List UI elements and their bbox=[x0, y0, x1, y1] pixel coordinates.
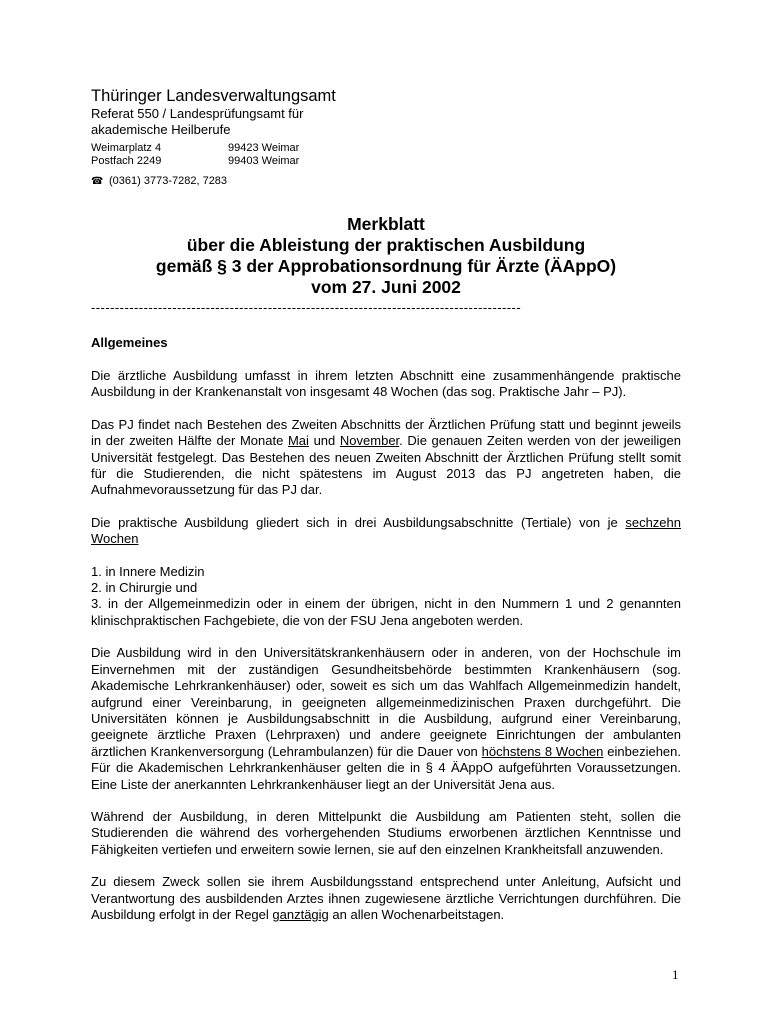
paragraph-3: Die praktische Ausbildung gliedert sich in drei Ausbildungsabschnitte (Tertiale) von je sechzehn Wochen bbox=[91, 514, 681, 547]
tertiale-list bbox=[91, 564, 681, 630]
street-address: Weimarplatz 4 bbox=[91, 142, 162, 154]
phone-number: (0361) 3773-7282, 7283 bbox=[109, 175, 228, 187]
underlined-sechzehn-wochen: sechzehn Wochen bbox=[91, 514, 681, 547]
list-item: 3. in der Allgemeinmedizin oder in einem der übrigen, nicht in den Nummern 1 und 2 genannten klinischpraktischen Fachgebiete, die von der FSU Jena angeboten werden. bbox=[91, 596, 681, 628]
street-postcode-city: 99423 Weimar bbox=[228, 142, 300, 154]
underlined-ganztaegig: ganztägig bbox=[272, 906, 329, 922]
underlined-november: November bbox=[339, 433, 400, 449]
address-block bbox=[91, 142, 681, 168]
document-page bbox=[91, 86, 681, 923]
list-item: 2. in Chirurgie und bbox=[91, 580, 198, 596]
telephone-icon: ☎ bbox=[91, 176, 104, 187]
title-line-3: gemäß § 3 der Approbationsordnung für Ärzte (ÄAppO) bbox=[155, 256, 617, 276]
paragraph-6: Zu diesem Zweck sollen sie ihrem Ausbildungsstand entsprechend unter Anleitung, Aufsicht und Verantwortung des ausbildenden Arztes ihnen zugewiesene ärztliche Verrichtungen durchführen. Die Ausbildung erfolgt in der Regel ganztägig an allen Wochenarbeitstagen. bbox=[91, 874, 681, 922]
phone-line bbox=[91, 175, 681, 188]
org-name: Thüringer Landesverwaltungsamt bbox=[91, 87, 336, 105]
section-heading: Allgemeines bbox=[91, 335, 168, 350]
underlined-hoechstens-8-wochen: höchstens 8 Wochen bbox=[481, 743, 604, 759]
underlined-mai: Mai bbox=[287, 433, 309, 449]
org-department: Referat 550 / Landesprüfungsamt für bbox=[91, 106, 304, 121]
pobox-postcode-city: 99403 Weimar bbox=[228, 155, 300, 167]
title-line-4: vom 27. Juni 2002 bbox=[311, 277, 461, 297]
title-line-1: Merkblatt bbox=[347, 214, 425, 234]
document-title bbox=[91, 214, 681, 298]
paragraph-4: Die Ausbildung wird in den Universitätskrankenhäusern oder in anderen, von der Hochschule im Einvernehmen mit der zuständigen Gesundheitsbehörde bestimmten Krankenhäusern (sog. Akademische Lehrkrankenhäuser) oder, soweit es sich um das Wahlfach Allgemeinmedizin handelt, aufgrund einer Vereinbarung, in geeigneten allgemeinmedizinischen Praxen durchgeführt. Die Universitäten können je Ausbildungsabschnitt in die Ausbildung, aufgrund einer Vereinbarung, geeignete ärztliche Praxen (Lehrpraxen) und andere geeignete Einrichtungen der ambulanten ärztlichen Krankenversorgung (Lehrambulanzen) für die Dauer von höchstens 8 Wochen einbeziehen. Für die Akademischen Lehrkrankenhäuser gelten die in § 4 ÄAppO aufgeführten Voraussetzungen. Eine Liste der anerkannten Lehrkrankenhäuser liegt an der Universität Jena aus. bbox=[91, 645, 682, 792]
page-number: 1 bbox=[672, 967, 679, 982]
paragraph-2: Das PJ findet nach Bestehen des Zweiten Abschnitts der Ärztlichen Prüfung statt und beginnt jeweils in der zweiten Hälfte der Monate Mai und November. Die genauen Zeiten werden von der jeweiligen Universität festgelegt. Das Bestehen des neuen Zweiten Abschnitt der Ärztlichen Prüfung stellt somit für die Studierenden, die nicht spätestens im August 2013 das PJ angetreten haben, die Aufnahmevoraussetzung für das PJ dar. bbox=[91, 416, 681, 498]
po-box: Postfach 2249 bbox=[91, 155, 162, 167]
paragraph-5: Während der Ausbildung, in deren Mittelpunkt die Ausbildung am Patienten steht, sollen die Studierenden die während des vorhergehenden Studiums erworbenen ärztlichen Kenntnisse und Fähigkeiten vertiefen und erweitern sowie lernen, sie auf den einzelnen Krankheitsfall anzuwenden. bbox=[91, 808, 681, 857]
list-item: 1. in Innere Medizin bbox=[91, 563, 205, 579]
title-line-2: über die Ableistung der praktischen Ausbildung bbox=[186, 235, 586, 255]
org-department-cont: akademische Heilberufe bbox=[91, 122, 231, 137]
paragraph-1: Die ärztliche Ausbildung umfasst in ihrem letzten Abschnitt eine zusammenhängende praktische Ausbildung in der Krankenanstalt von insgesamt 48 Wochen (das sog. Praktische Jahr – PJ). bbox=[91, 368, 681, 400]
dashed-divider: ------------------------------------------------------------------------------------------ bbox=[91, 301, 522, 315]
letterhead bbox=[91, 86, 681, 188]
